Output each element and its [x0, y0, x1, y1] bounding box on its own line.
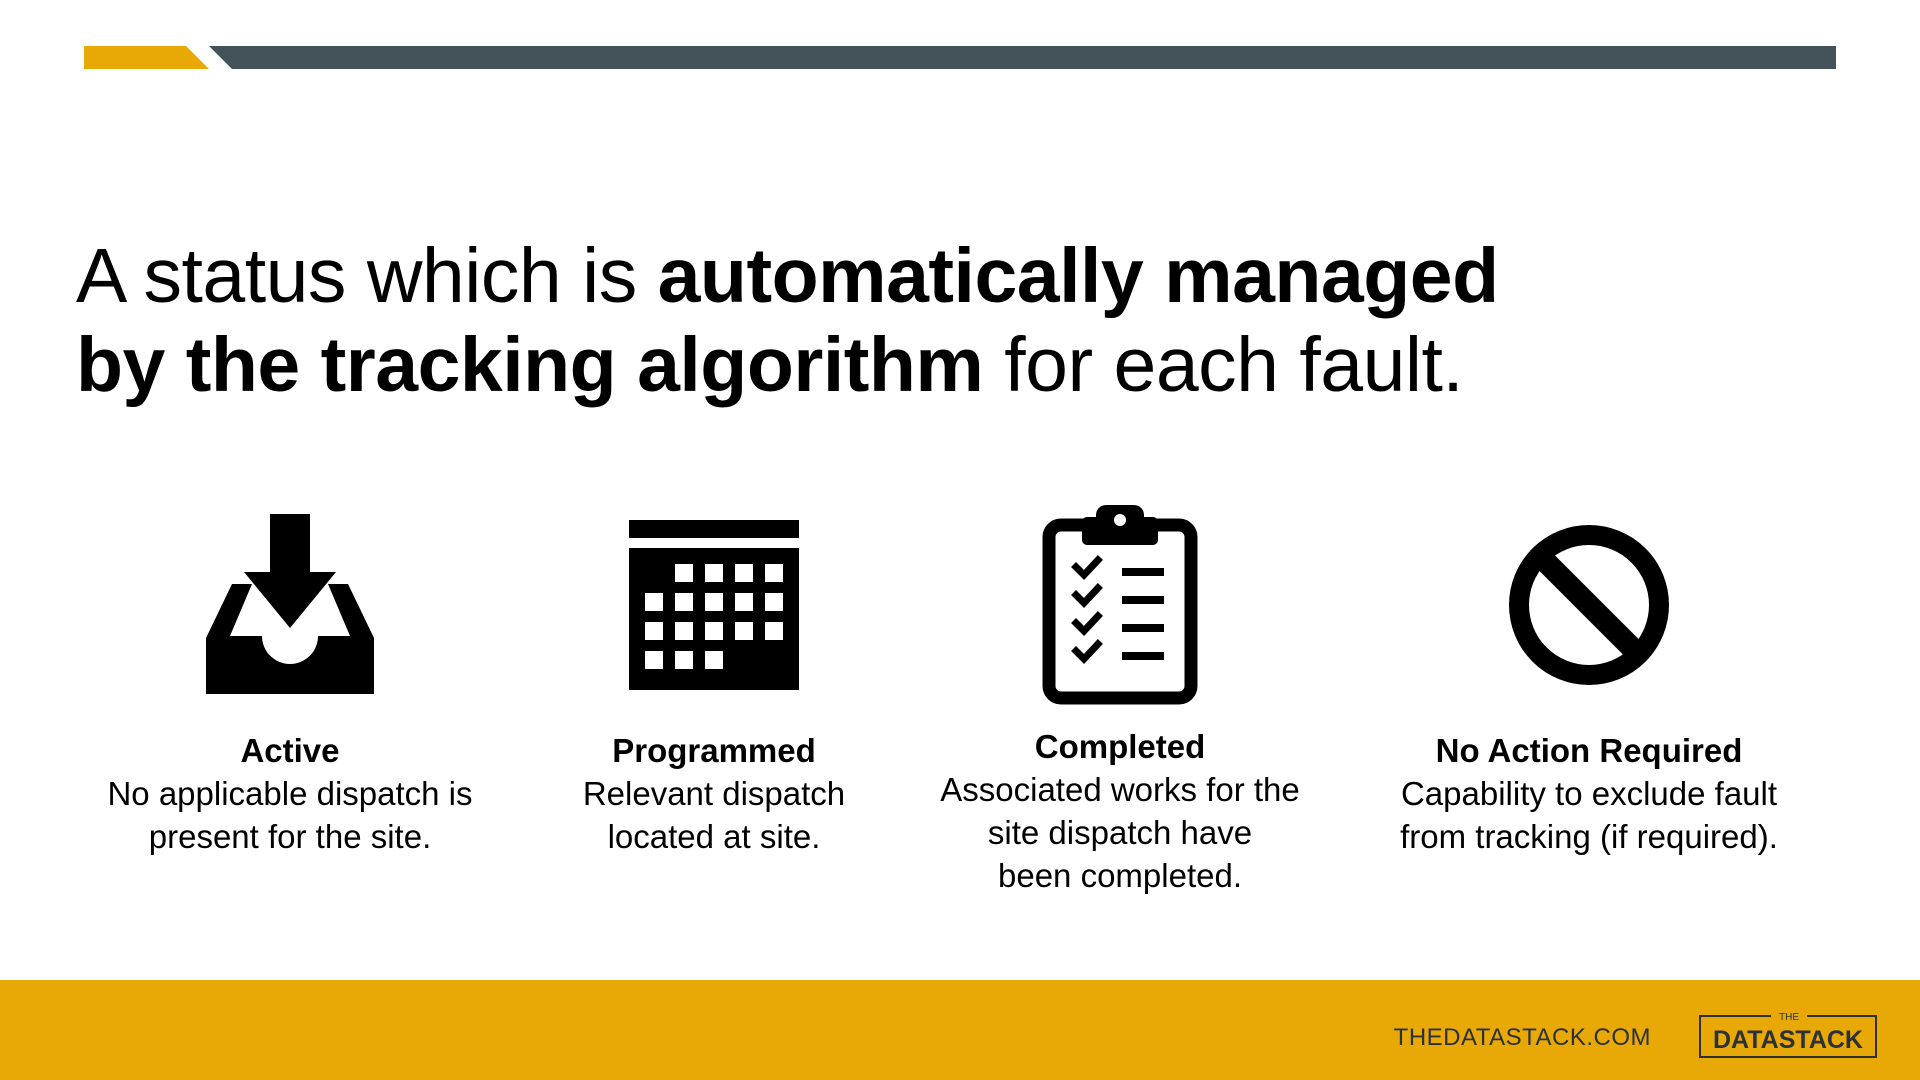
status-programmed — [504, 500, 924, 858]
accent-bar-yellow — [84, 46, 209, 69]
top-accent-bar — [0, 0, 1920, 80]
calendar-icon — [629, 520, 799, 690]
status-title: Completed — [1034, 728, 1206, 765]
logo-main-text: DATASTACK — [1713, 1026, 1863, 1054]
status-description: Relevant dispatch located at site. — [582, 775, 846, 855]
status-description: Associated works for the site dispatch have been completed. — [940, 771, 1300, 894]
headline-line2-regular: for each fault. — [983, 322, 1464, 408]
footer-url[interactable]: THEDATASTACK.COM — [1393, 1024, 1651, 1051]
status-completed — [910, 500, 1330, 897]
headline-line1-bold: automatically managed — [657, 233, 1499, 319]
headline-line1-regular: A status which is — [76, 233, 658, 319]
headline — [76, 232, 1676, 410]
datastack-logo — [1699, 1010, 1877, 1058]
status-active — [80, 500, 500, 858]
status-title: No Action Required — [1435, 732, 1743, 769]
status-title: Active — [240, 732, 340, 769]
headline-line-1 — [76, 232, 1676, 321]
status-description: Capability to exclude fault from tracking (if required). — [1400, 775, 1778, 855]
accent-bar-slate — [209, 46, 1836, 69]
inbox-download-icon — [204, 514, 376, 696]
logo-small-text: THE — [1779, 1012, 1799, 1023]
prohibited-icon — [1508, 524, 1670, 686]
status-description: No applicable dispatch is present for the site. — [107, 775, 473, 855]
headline-line-2 — [76, 321, 1676, 410]
headline-line2-bold: by the tracking algorithm — [76, 322, 984, 408]
status-title: Programmed — [612, 732, 816, 769]
clipboard-checklist-icon — [1042, 505, 1198, 705]
status-no-action-required — [1379, 500, 1799, 858]
